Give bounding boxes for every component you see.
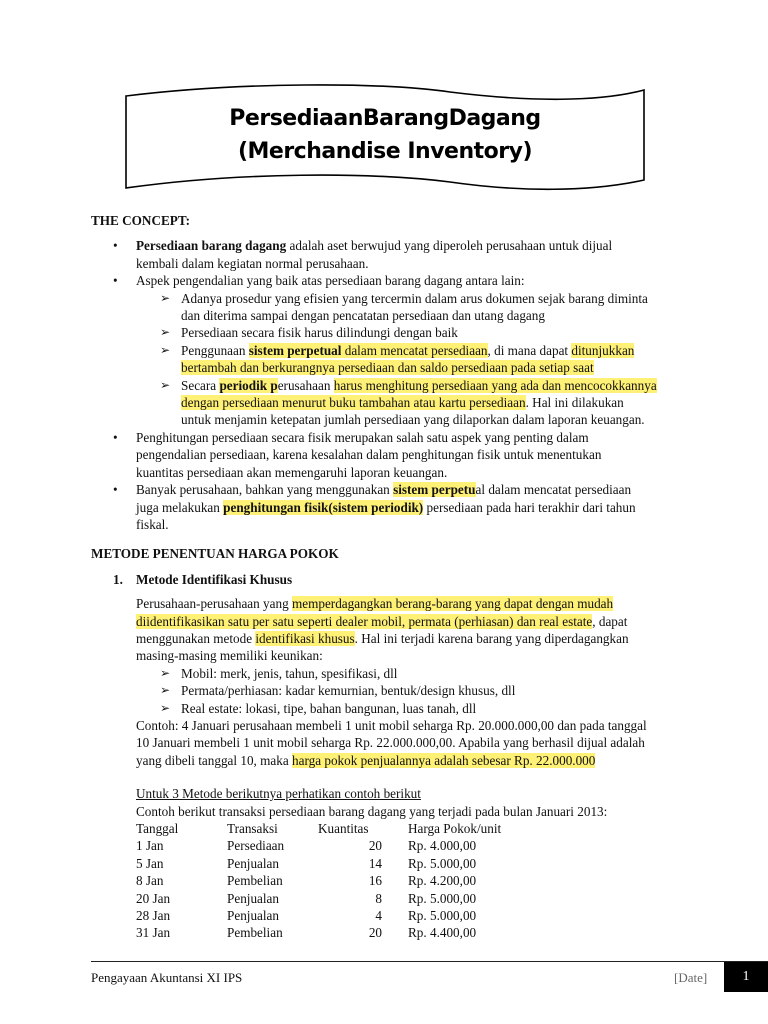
title-banner bbox=[120, 84, 650, 196]
arrow-bullet-icon: ➢ bbox=[160, 683, 171, 698]
highlight: sistem perpetual bbox=[248, 342, 342, 358]
highlight: bertambah dan berkurangnya persediaan dan saldo persediaan pada setiap saat bbox=[181, 360, 594, 376]
term-bold: Persediaan barang dagang bbox=[136, 238, 287, 254]
column-header: Tanggal bbox=[136, 821, 179, 836]
highlight: harus menghitung persediaan yang ada dan mencocokkannya bbox=[333, 377, 657, 393]
list-item: • Banyak perusahaan, bahkan yang menggunakan sistem perpetual dalam mencatat persediaan juga melakukan penghitungan fisik(sistem periodik) persediaan pada hari terakhir dari tahun fiskal. bbox=[91, 481, 731, 533]
doc-title-line2: (Merchandise Inventory) bbox=[237, 139, 533, 164]
highlight: sistem perpetu bbox=[393, 482, 476, 498]
highlight: dalam mencatat persediaan bbox=[341, 342, 488, 358]
keunikan-list bbox=[136, 665, 731, 717]
list-item: • Aspek pengendalian yang baik atas persediaan barang dagang antara lain: ➢ Adanya prosedur yang efisien yang tercermin dalam arus dokumen sejak barang diminta dan diterima sampai dengan pencatatan persediaan dan utang dagang ➢ Persediaan secara fisik harus dilindungi dengan baik ➢ Penggunaan sistem perpetual dalam mencatat persediaan, di mana dapat ditunjukkan bertambah dan berkurangnya persediaan dan saldo persediaan pada setiap saat ➢ Secara periodik perusahaan harus menghitung persediaan yang ada dan mencocokkannya dengan persediaan menurut buku tambahan atau kartu persediaan. Hal ini dilakukan untuk menjamin ketepatan jumlah persediaan yang dilaporkan dalam laporan keuangan. bbox=[91, 272, 731, 429]
arrow-bullet-icon: ➢ bbox=[160, 665, 171, 680]
sublist-item: ➢ Mobil: merk, jenis, tahun, spesifikasi, dll bbox=[160, 665, 398, 681]
sublist-item: ➢ Real estate: lokasi, tipe, bahan bangunan, luas tanah, dll bbox=[160, 700, 477, 716]
sublist-item: ➢ Permata/perhiasan: kadar kemurnian, bentuk/design khusus, dll bbox=[160, 683, 516, 699]
sublist-item: ➢ Secara periodik perusahaan harus menghitung persediaan yang ada dan mencocokkannya dengan persediaan menurut buku tambahan atau kartu persediaan. Hal ini dilakukan untuk menjamin ketepatan jumlah persediaan yang dilaporkan dalam laporan keuangan. bbox=[160, 377, 657, 428]
column-header: Transaksi bbox=[227, 821, 278, 836]
table-row: 5 Jan Penjualan 14 Rp. 5.000,00 bbox=[136, 855, 477, 871]
highlight: memperdagangkan berang-barang yang dapat dengan mudah bbox=[291, 596, 614, 612]
highlight: penghitungan fisik(sistem periodik) bbox=[223, 499, 424, 515]
transaction-table bbox=[136, 820, 528, 942]
doc-title-line1: PersediaanBarangDagang bbox=[229, 106, 541, 131]
highlight: dengan persediaan menurut buku tambahan atau kartu persediaan bbox=[181, 395, 526, 411]
footer-date: [Date] bbox=[674, 970, 708, 985]
arrow-bullet-icon: ➢ bbox=[160, 377, 171, 392]
example-intro: Untuk 3 Metode berikutnya perhatikan contoh berikut Contoh berikut transaksi persediaan barang dagang yang terjadi pada bulan Januari 2013: Tanggal Transaksi Kuantitas Harga Pokok/unit 1 Jan Persediaan 20 Rp. 4.000,00 5 Jan Penjualan 14 Rp. 5.000,00 8 Jan Pembelian 16 Rp. 4.200,00 20 Jan Penjualan 8 Rp. 5.000,00 28 Jan Penjualan 4 Rp. 5.000,00 31 Jan Pembelian 20 Rp. 4.400,00 bbox=[136, 786, 608, 941]
sublist-item: ➢ Penggunaan sistem perpetual dalam mencatat persediaan, di mana dapat ditunjukkan bertambah dan berkurangnya persediaan dan saldo persediaan pada setiap saat bbox=[160, 342, 635, 376]
sublist-item: ➢ Persediaan secara fisik harus dilindungi dengan baik bbox=[160, 325, 458, 341]
arrow-sublist bbox=[136, 290, 731, 429]
concept-bullet-list bbox=[91, 237, 731, 533]
arrow-bullet-icon: ➢ bbox=[160, 325, 171, 340]
table-header-row bbox=[136, 820, 528, 837]
list-item: • Penghitungan persediaan secara fisik merupakan salah satu aspek yang penting dalam pengendalian persediaan, karena kesalahan dalam penghitungan fisik untuk menentukan kuantitas persediaan akan memengaruhi laporan keuangan. bbox=[91, 429, 731, 481]
arrow-bullet-icon: ➢ bbox=[160, 700, 171, 715]
arrow-bullet-icon: ➢ bbox=[160, 290, 171, 305]
metode-paragraph: Perusahaan-perusahaan yang memperdagangkan berang-barang yang dapat dengan mudah diidentifikasikan satu per satu seperti dealer mobil, permata (perhiasan) dan real estate, dapat menggunakan metode identifikasi khusus. Hal ini terjadi karena barang yang diperdagangkan masing-masing memiliki keunikan: bbox=[136, 596, 629, 664]
column-header: Harga Pokok/unit bbox=[408, 821, 502, 836]
table-row: 8 Jan Pembelian 16 Rp. 4.200,00 bbox=[136, 873, 477, 889]
underlined-note: Untuk 3 Metode berikutnya perhatikan contoh berikut bbox=[136, 786, 421, 802]
highlight: ditunjukkan bbox=[571, 342, 635, 358]
highlight: periodik p bbox=[219, 377, 278, 393]
footer-divider bbox=[91, 961, 768, 962]
numbered-subheading: 1. Metode Identifikasi Khusus bbox=[113, 571, 293, 587]
arrow-bullet-icon: ➢ bbox=[160, 342, 171, 357]
document-body bbox=[91, 212, 731, 942]
column-header: Kuantitas bbox=[318, 821, 369, 836]
table-row: 28 Jan Penjualan 4 Rp. 5.000,00 bbox=[136, 908, 477, 924]
table-row: 31 Jan Pembelian 20 Rp. 4.400,00 bbox=[136, 925, 477, 941]
list-item: • Persediaan barang dagang adalah aset berwujud yang diperoleh perusahaan untuk dijual kembali dalam kegiatan normal perusahaan. bbox=[91, 237, 731, 272]
section-heading-concept: THE CONCEPT: bbox=[91, 213, 191, 228]
sublist-item: ➢ Adanya prosedur yang efisien yang tercermin dalam arus dokumen sejak barang diminta dan diterima sampai dengan pencatatan persediaan dan utang dagang bbox=[160, 290, 648, 324]
table-row: 1 Jan Persediaan 20 Rp. 4.000,00 bbox=[136, 838, 477, 854]
highlight: diidentifikasikan satu per satu seperti dealer mobil, permata (perhiasan) dan real estate bbox=[136, 613, 593, 629]
section-heading-metode: METODE PENENTUAN HARGA POKOK bbox=[91, 546, 339, 562]
contoh-paragraph: Contoh: 4 Januari perusahaan membeli 1 unit mobil seharga Rp. 20.000.000,00 dan pada tanggal 10 Januari membeli 1 unit mobil seharga Rp. 22.000.000,00. Apabila yang berhasil dijual adalah yang dibeli tanggal 10, maka harga pokok penjualannya adalah sebesar Rp. 22.000.000 bbox=[136, 717, 647, 768]
highlight: identifikasi khusus bbox=[255, 630, 355, 646]
page-number: 1 bbox=[724, 962, 768, 992]
footer-text: Pengayaan Akuntansi XI IPS bbox=[91, 970, 243, 985]
highlight: harga pokok penjualannya adalah sebesar Rp. 22.000.000 bbox=[292, 752, 596, 768]
table-row: 20 Jan Penjualan 8 Rp. 5.000,00 bbox=[136, 890, 477, 906]
